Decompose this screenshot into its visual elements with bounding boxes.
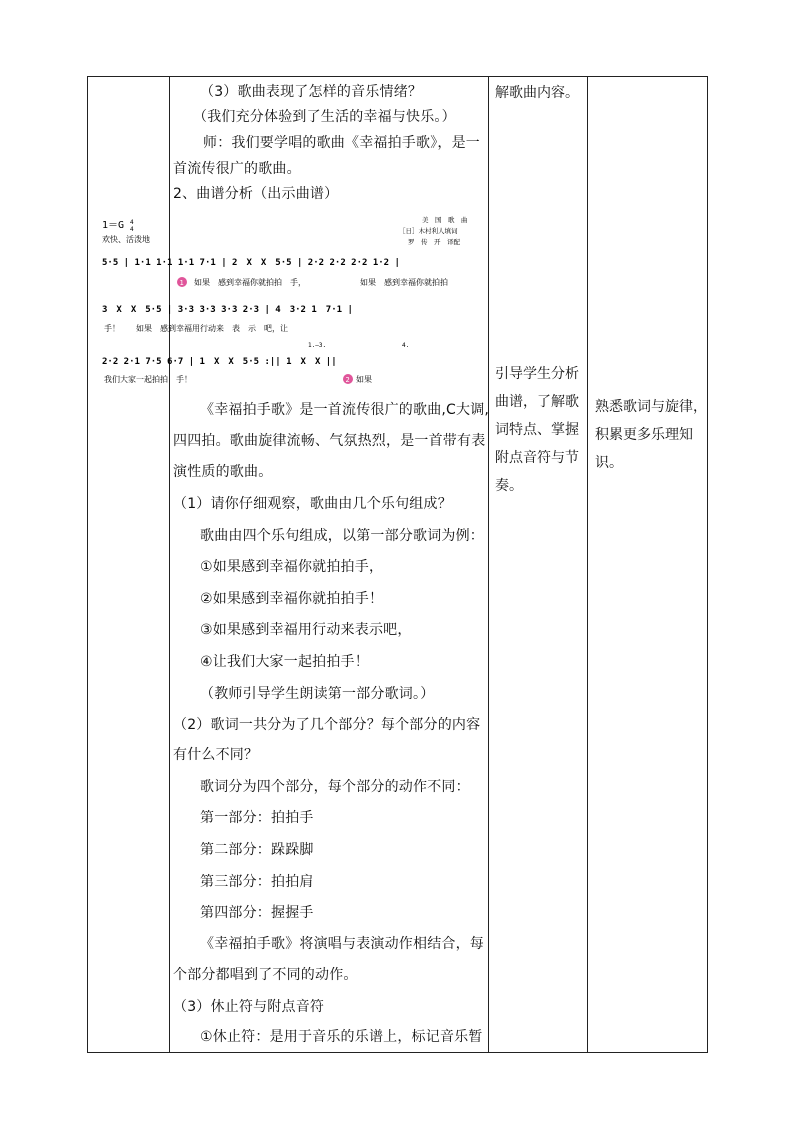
score-credit-1: 美 国 歌 曲 [422, 216, 468, 224]
lyric-line: ③如果感到幸福用行动来表示吧， [200, 622, 412, 638]
lyric-line: ④让我们大家一起拍拍手！ [200, 654, 369, 670]
table-border-right [707, 77, 708, 1052]
text-line: 演性质的歌曲。 [173, 464, 273, 480]
score-tempo: 欢快、活泼地 [102, 235, 150, 244]
score-svg [96, 136, 488, 396]
score-credit-3: 罗 传 开 译配 [408, 238, 460, 246]
text-line: 四四拍。歌曲旋律流畅、气氛热烈，是一首带有表 [173, 433, 486, 449]
ending-1: 1.—3. [308, 342, 327, 349]
goal-text [595, 393, 710, 477]
goal-line: 熟悉歌词与旋律， [595, 399, 707, 415]
text-line: 第四部分：握握手 [200, 905, 314, 921]
meter-top: 4 [130, 219, 134, 226]
meter-bottom: 4 [130, 226, 134, 233]
text-line: 歌词分为四个部分，每个部分的动作不同： [200, 779, 470, 795]
text-line: 有什么不同？ [173, 747, 259, 763]
table-divider-3 [587, 77, 588, 1052]
text-line: 第一部分：拍拍手 [200, 810, 314, 826]
goal-line: 积累更多乐理知 [595, 427, 693, 443]
teacher-intent-top: 解歌曲内容。 [495, 85, 579, 101]
marker-1-label: 1 [179, 279, 184, 287]
intent-line: 奏。 [495, 478, 523, 494]
music-score [96, 136, 488, 396]
text-line: 《幸福拍手歌》将演唱与表演动作相结合，每 [200, 936, 484, 952]
score-row-2-lyrics: 手！ 如果 感到幸福用行动来 表 示 吧，让 [104, 324, 288, 333]
lyric-line: ②如果感到幸福你就拍拍手！ [200, 591, 384, 607]
table-border-left [87, 77, 88, 1052]
intent-line: 引导学生分析 [495, 366, 579, 382]
intent-line: 词特点、掌握 [495, 422, 579, 438]
table-divider-2 [488, 77, 489, 1052]
lyric-line: ①如果感到幸福你就拍拍手， [200, 559, 384, 575]
question-heading: （1）请你仔细观察，歌曲由几个乐句组成？ [173, 496, 452, 512]
score-row-1-lyrics-b: 如果 感到幸福你就拍拍 [360, 278, 448, 287]
text-line: ①休止符：是用于音乐的乐谱上，标记音乐暂 [200, 1029, 483, 1045]
section-heading: 2、曲谱分析（出示曲谱） [173, 186, 339, 202]
goal-line: 识。 [595, 455, 623, 471]
score-key: 1＝G [102, 220, 125, 231]
marker-2-label: 2 [345, 376, 350, 384]
text-line: （教师引导学生朗读第一部分歌词。） [200, 686, 435, 702]
text-line: 《幸福拍手歌》是一首流传很广的歌曲,C大调, [200, 402, 490, 418]
score-row-1-lyrics-a: 如果 感到幸福你就拍拍 手， [194, 278, 306, 287]
score-row-3-lyrics-a: 我们大家一起拍拍 手！ [104, 375, 192, 384]
score-row-3-notes: 2·2 2·1 7·5 6·7 | 1 X X 5·5 :|| 1 X X || [102, 357, 337, 367]
text-line: 首流传很广的歌曲。 [173, 161, 301, 177]
text-line: 第二部分：跺跺脚 [200, 842, 314, 858]
text-line: 个部分都唱到了不同的动作。 [173, 967, 358, 983]
text-line: 师：我们要学唱的歌曲《幸福拍手歌》，是一 [203, 135, 480, 151]
score-row-3-lyrics-b: 如果 [356, 375, 372, 384]
intent-line: 附点音符与节 [495, 450, 579, 466]
score-credit-2: ［日］木村利人填词 [399, 227, 458, 235]
text-line: 歌曲由四个乐句组成，以第一部分歌词为例： [200, 528, 484, 544]
question-heading: （2）歌词一共分为了几个部分？每个部分的内容 [173, 717, 481, 733]
text-line: （3）歌曲表现了怎样的音乐情绪？ [200, 84, 423, 100]
text-line: 第三部分：拍拍肩 [200, 874, 314, 890]
teacher-intent-mid [495, 360, 585, 500]
text-line: （我们充分体验到了生活的幸福与快乐。） [193, 109, 456, 125]
question-heading: （3）休止符与附点音符 [173, 999, 325, 1015]
intent-line: 曲谱，了解歌 [495, 394, 579, 410]
score-row-2-notes: 3 X X 5·5 | 3·3 3·3 3·3 2·3 | 4 3·2 1 7·1 | [102, 305, 353, 315]
ending-2: 4. [402, 342, 410, 349]
score-row-1-notes: 5·5 | 1·1 1·1 1·1 7·1 | 2 X X 5·5 | 2·2 2·2 2·2 1·2 | [102, 258, 400, 268]
